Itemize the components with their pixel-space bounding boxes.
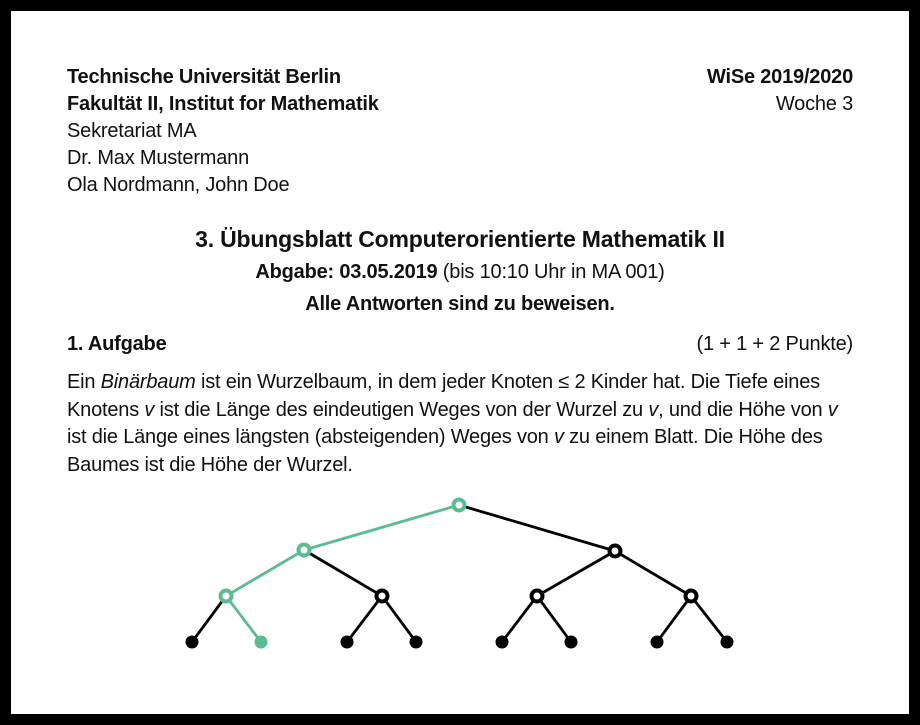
week-label: Woche 3 [775, 93, 853, 115]
task-paragraph [67, 369, 853, 479]
tree-edge [226, 550, 304, 596]
document-header [67, 64, 853, 199]
text-segment: ist die Länge eines längsten (absteigenden) Weges von [67, 426, 554, 448]
text-segment: (bis 10:10 Uhr in MA 001) [437, 261, 665, 283]
tree-edge [226, 596, 261, 642]
tree-edge [537, 551, 615, 596]
tree-internal-node [610, 546, 621, 557]
tree-edge [691, 596, 727, 642]
tree-leaf-node [721, 636, 734, 649]
tree-edge [382, 596, 416, 642]
secretariat-line: Sekretariat MA [67, 120, 197, 142]
text-segment: zu einem Blatt. Die Höhe des [563, 426, 823, 448]
tree-edge [192, 596, 226, 642]
binary-tree-figure [150, 480, 790, 665]
text-segment: Knotens [67, 398, 145, 421]
text-segment: v [827, 398, 838, 421]
tree-internal-node [454, 500, 465, 511]
deadline-line [67, 259, 853, 285]
text-segment: Abgabe: 03.05.2019 [255, 261, 438, 283]
tree-internal-node [686, 591, 697, 602]
lecturer-name: Dr. Max Mustermann [67, 147, 250, 169]
task-points: (1 + 1 + 2 Punkte) [696, 333, 853, 355]
tree-edge [537, 596, 571, 642]
text-segment: v [648, 398, 659, 421]
tree-edge [657, 596, 691, 642]
tree-internal-node [532, 591, 543, 602]
semester-label: WiSe 2019/2020 [706, 66, 853, 88]
tree-edge [615, 551, 691, 596]
tree-internal-node [377, 591, 388, 602]
text-segment: Binärbaum [100, 371, 196, 393]
tree-edge [304, 505, 459, 550]
header-left-block [67, 64, 379, 199]
tree-leaf-node [565, 636, 578, 649]
task-heading-row [67, 331, 853, 357]
paragraph-line-3 [67, 424, 853, 452]
sheet-title: 3. Übungsblatt Computerorientierte Mathematik II [195, 226, 725, 252]
tree-leaf-node [410, 636, 423, 649]
text-segment: v [144, 398, 155, 421]
text-segment: Ein [67, 371, 101, 393]
institution-name: Technische Universität Berlin [67, 66, 341, 88]
tree-edge [459, 505, 615, 551]
header-right-block [707, 64, 853, 118]
assistant-names: Ola Nordmann, John Doe [67, 174, 290, 196]
tree-internal-node [221, 591, 232, 602]
tree-leaf-node [186, 636, 199, 649]
tree-leaf-node [341, 636, 354, 649]
paragraph-line-4 [67, 452, 853, 480]
text-segment: ist ein Wurzelbaum, in dem jeder Knoten ≤ 2 Kinder hat. Die Tiefe eines [195, 371, 820, 393]
tree-leaf-node [496, 636, 509, 649]
text-segment: Baumes ist die Höhe der Wurzel. [67, 453, 353, 476]
tree-internal-node [299, 545, 310, 556]
task-heading: 1. Aufgabe [67, 333, 167, 355]
paragraph-line-1 [67, 369, 853, 397]
text-segment: v [553, 426, 564, 448]
tree-leaf-node [255, 636, 268, 649]
paragraph-line-2 [67, 397, 853, 425]
tree-leaf-node [651, 636, 664, 649]
faculty-name: Fakultät II, Institut for Mathematik [67, 93, 379, 115]
proof-note: Alle Antworten sind zu beweisen. [305, 293, 615, 315]
tree-edge [502, 596, 537, 642]
tree-edge [347, 596, 382, 642]
text-segment: ist die Länge des eindeutigen Weges von der Wurzel zu [154, 398, 649, 421]
tree-edge [304, 550, 382, 596]
text-segment: , und die Höhe von [658, 398, 828, 421]
